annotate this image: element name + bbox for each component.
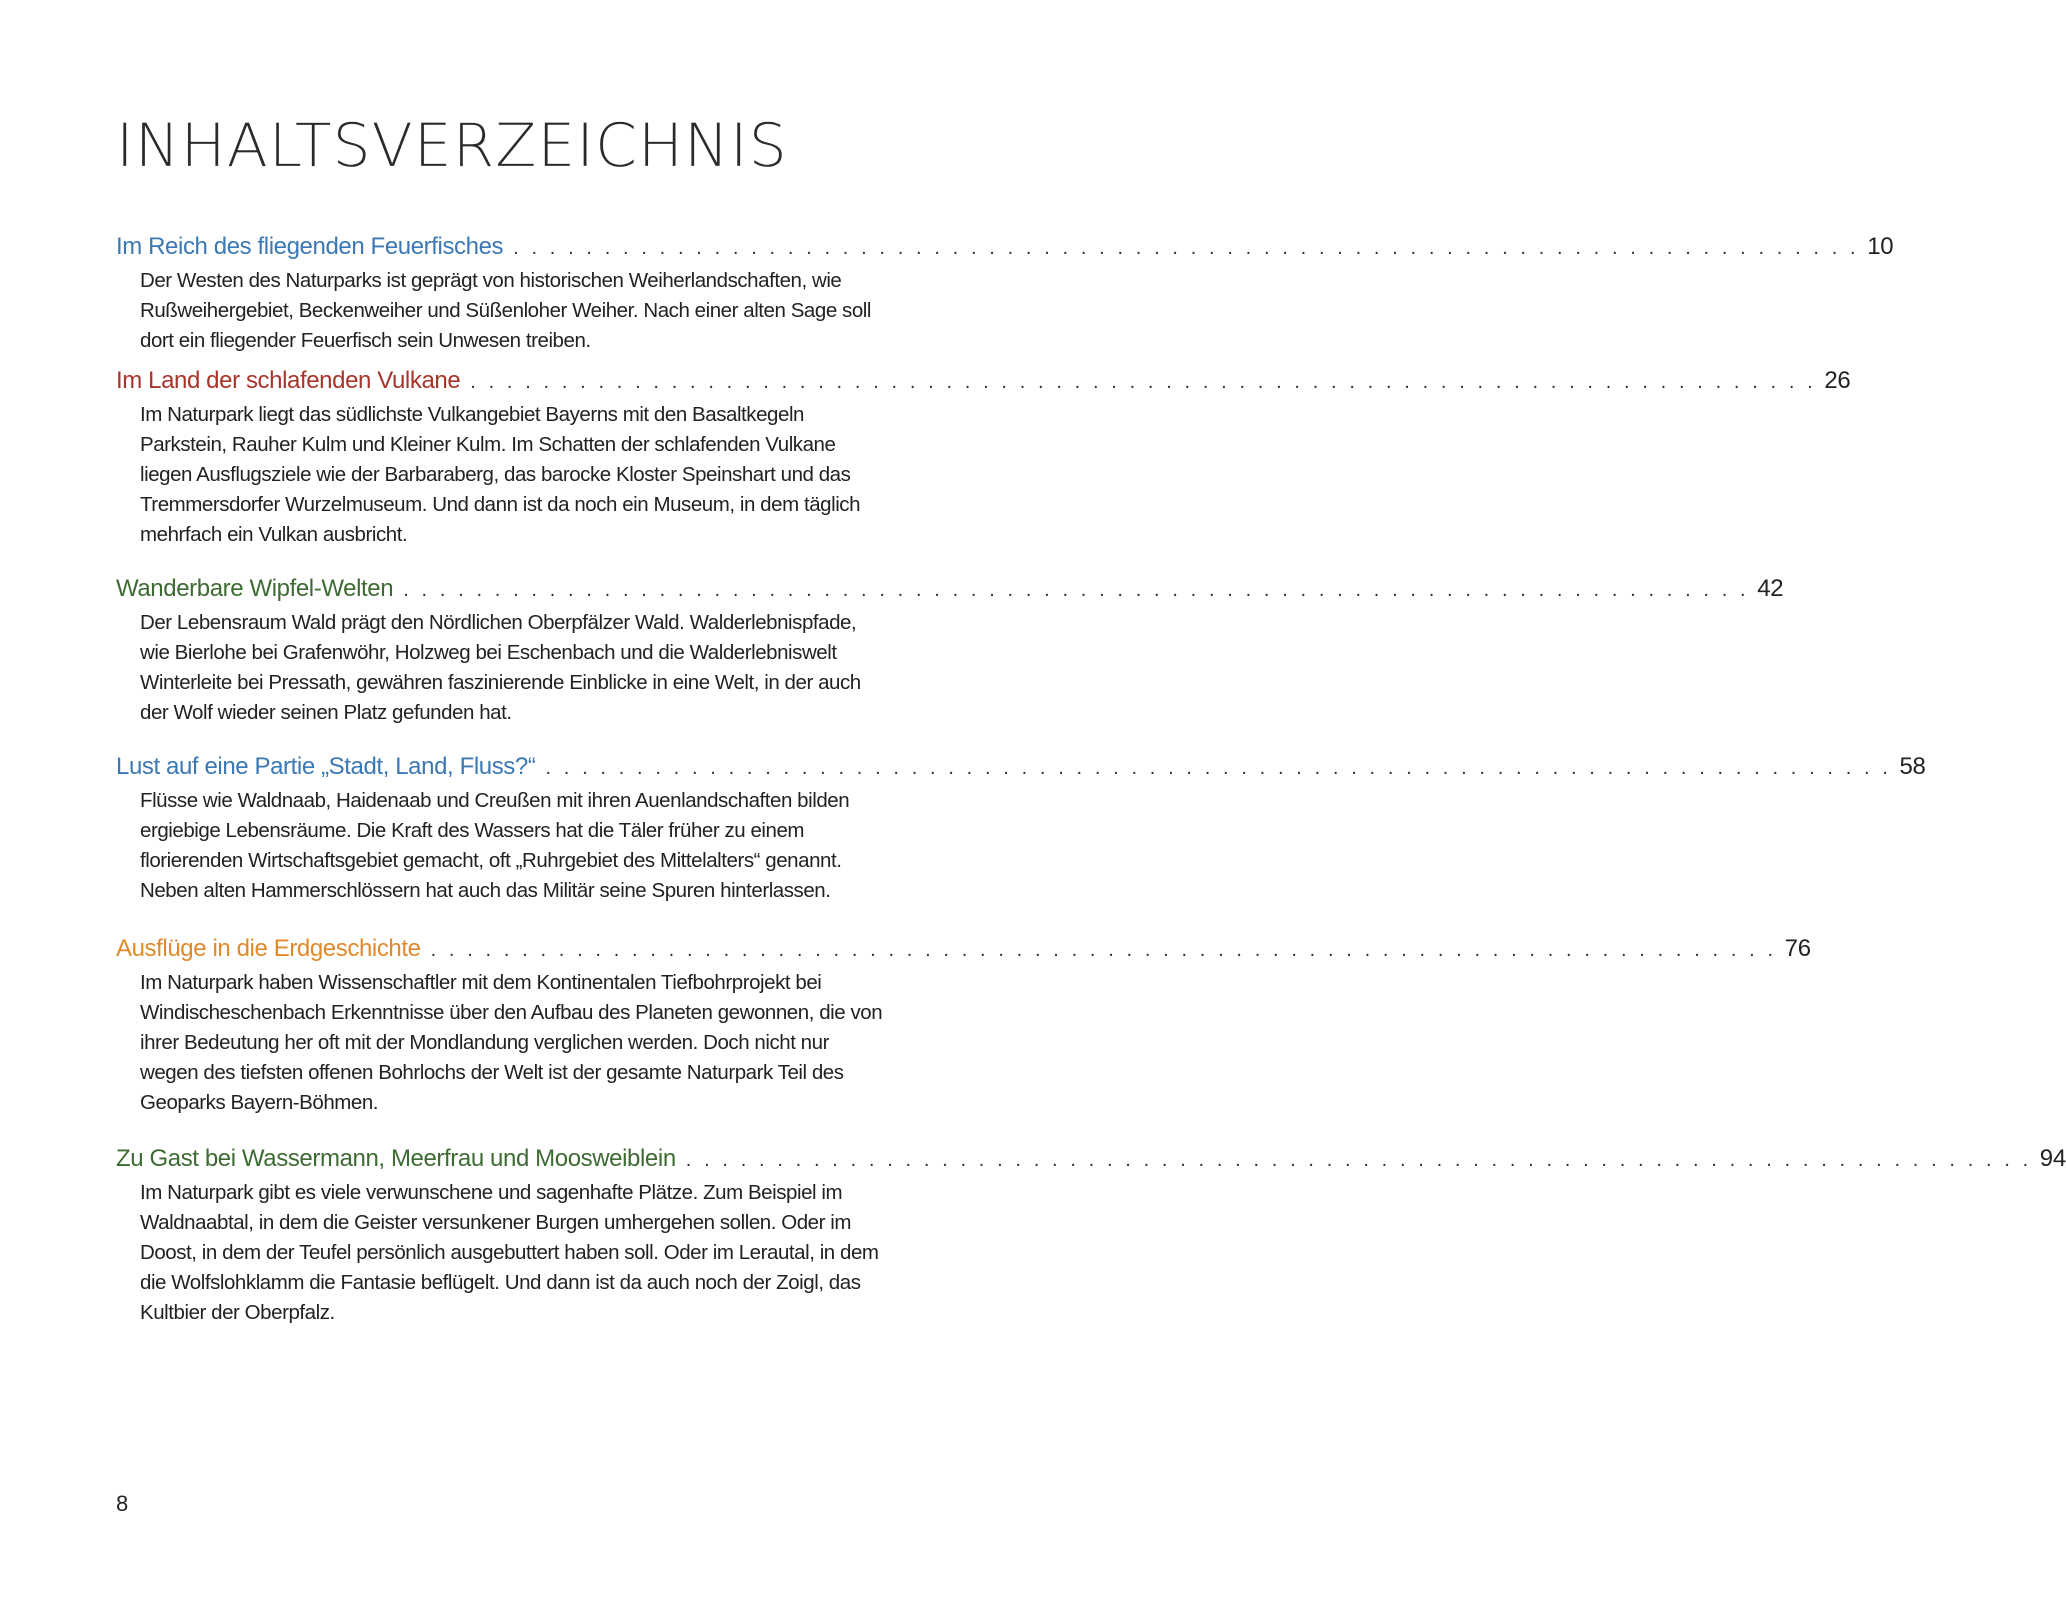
toc-entry-erdgeschichte <box>116 930 1811 1140</box>
toc-entry-title[interactable]: Ausflüge in die Erdgeschichte <box>116 935 421 962</box>
toc-entry-title[interactable]: Im Land der schlafenden Vulkane <box>116 367 461 394</box>
toc-entry-row[interactable] <box>116 748 1926 786</box>
toc-entry-title[interactable]: Lust auf eine Partie „Stadt, Land, Fluss?“ <box>116 753 536 780</box>
toc-page-number[interactable]: 42 <box>1757 575 1784 602</box>
toc-leader-dots: . . . . . . . . . . . . . . . . . . . . . . . . . . . . . . . . . . . . . . . . . . . . . . . . . . . . . . . . . . . . . . . . . . . . . . . . . . <box>403 579 1750 601</box>
toc-entry-description: Im Naturpark haben Wissenschaftler mit dem Kontinentalen Tiefbohrprojekt bei Windischeschenbach Erkenntnisse über den Aufbau des Planeten gewonnen, die von ihrer Bedeutung her oft mit der Mondlandung verglichen werden. Doch nicht nur wegen des tiefsten offenen Bohrlochs der Welt ist der gesamte Naturpark Teil des Geoparks Bayern-Böhmen. <box>140 971 883 1114</box>
toc-entry-row[interactable] <box>116 570 1784 608</box>
toc-page-number[interactable]: 26 <box>1824 367 1851 394</box>
toc-entry-description: Der Lebensraum Wald prägt den Nördlichen Oberpfälzer Wald. Walderlebnispfade, wie Bierlohe bei Grafenwöhr, Holzweg bei Eschenbach und die Walderlebniswelt Winterleite bei Pressath, gewähren faszinierende Einblicke in eine Welt, in der auch der Wolf wieder seinen Platz gefunden hat. <box>140 611 861 724</box>
table-of-contents <box>116 228 2066 1328</box>
toc-entry-row[interactable] <box>116 362 1851 400</box>
toc-leader-dots: . . . . . . . . . . . . . . . . . . . . . . . . . . . . . . . . . . . . . . . . . . . . . . . . . . . . . . . . . . . . . . . . . . . . . . . . . . <box>545 757 1892 779</box>
toc-entry-row[interactable] <box>116 1140 2066 1178</box>
toc-entry-description: Der Westen des Naturparks ist geprägt von historischen Weiherlandschaften, wie Rußweihergebiet, Beckenweiher und Süßenloher Weiher. Nach einer alten Sage soll dort ein fliegender Feuerfisch sein Unwesen treiben. <box>140 269 871 352</box>
toc-page-number[interactable]: 76 <box>1784 935 1811 962</box>
toc-entry-description: Im Naturpark liegt das südlichste Vulkangebiet Bayerns mit den Basaltkegeln Parkstein, Rauher Kulm und Kleiner Kulm. Im Schatten der schlafenden Vulkane liegen Ausflugsziele wie der Barbaraberg, das barocke Kloster Speinshart und das Tremmersdorfer Wurzelmuseum. Und dann ist da noch ein Museum, in dem täglich mehrfach ein Vulkan ausbricht. <box>140 403 861 546</box>
toc-entry-stadt-land-fluss <box>116 748 1926 930</box>
toc-entry-wipfel-welten <box>116 570 1784 748</box>
toc-entry-title[interactable]: Wanderbare Wipfel-Welten <box>116 575 394 602</box>
toc-leader-dots: . . . . . . . . . . . . . . . . . . . . . . . . . . . . . . . . . . . . . . . . . . . . . . . . . . . . . . . . . . . . . . . . . . . . . . . . . . <box>430 939 1777 961</box>
page-title: INHALTSVERZEICHNIS <box>116 111 788 181</box>
toc-entry-description: Im Naturpark gibt es viele verwunschene und sagenhafte Plätze. Zum Beispiel im Waldnaabtal, in dem die Geister versunkener Burgen umhergehen sollen. Oder im Doost, in dem der Teufel persönlich ausgebuttert haben soll. Oder im Lerautal, in dem die Wolfslohklamm die Fantasie beflügelt. Und dann ist da auch noch der Zoigl, das Kultbier der Oberpfalz. <box>140 1181 879 1324</box>
toc-entry-feuerfisch <box>116 228 1894 362</box>
toc-page-number[interactable]: 10 <box>1867 233 1894 260</box>
page-number: 8 <box>116 1491 129 1516</box>
toc-entry-description: Flüsse wie Waldnaab, Haidenaab und Creußen mit ihren Auenlandschaften bilden ergiebige Lebensräume. Die Kraft des Wassers hat die Täler früher zu einem florierenden Wirtschaftsgebiet gemacht, oft „Ruhrgebiet des Mittelalters“ genannt. Neben alten Hammerschlössern hat auch das Militär seine Spuren hinterlassen. <box>140 789 850 902</box>
toc-page-number[interactable]: 58 <box>1899 753 1926 780</box>
toc-leader-dots: . . . . . . . . . . . . . . . . . . . . . . . . . . . . . . . . . . . . . . . . . . . . . . . . . . . . . . . . . . . . . . . . . . . . . . . . . . <box>685 1149 2032 1171</box>
toc-entry-row[interactable] <box>116 930 1811 968</box>
toc-leader-dots: . . . . . . . . . . . . . . . . . . . . . . . . . . . . . . . . . . . . . . . . . . . . . . . . . . . . . . . . . . . . . . . . . . . . . . . . . . <box>513 237 1860 259</box>
toc-page-number[interactable]: 94 <box>2039 1145 2066 1172</box>
toc-entry-title[interactable]: Im Reich des fliegenden Feuerfisches <box>116 233 504 260</box>
toc-entry-title[interactable]: Zu Gast bei Wassermann, Meerfrau und Moosweiblein <box>116 1145 676 1172</box>
toc-leader-dots: . . . . . . . . . . . . . . . . . . . . . . . . . . . . . . . . . . . . . . . . . . . . . . . . . . . . . . . . . . . . . . . . . . . . . . . . . . <box>470 371 1817 393</box>
toc-entry-row[interactable] <box>116 228 1894 266</box>
toc-entry-vulkane <box>116 362 1851 570</box>
toc-entry-wassermann <box>116 1140 2066 1328</box>
